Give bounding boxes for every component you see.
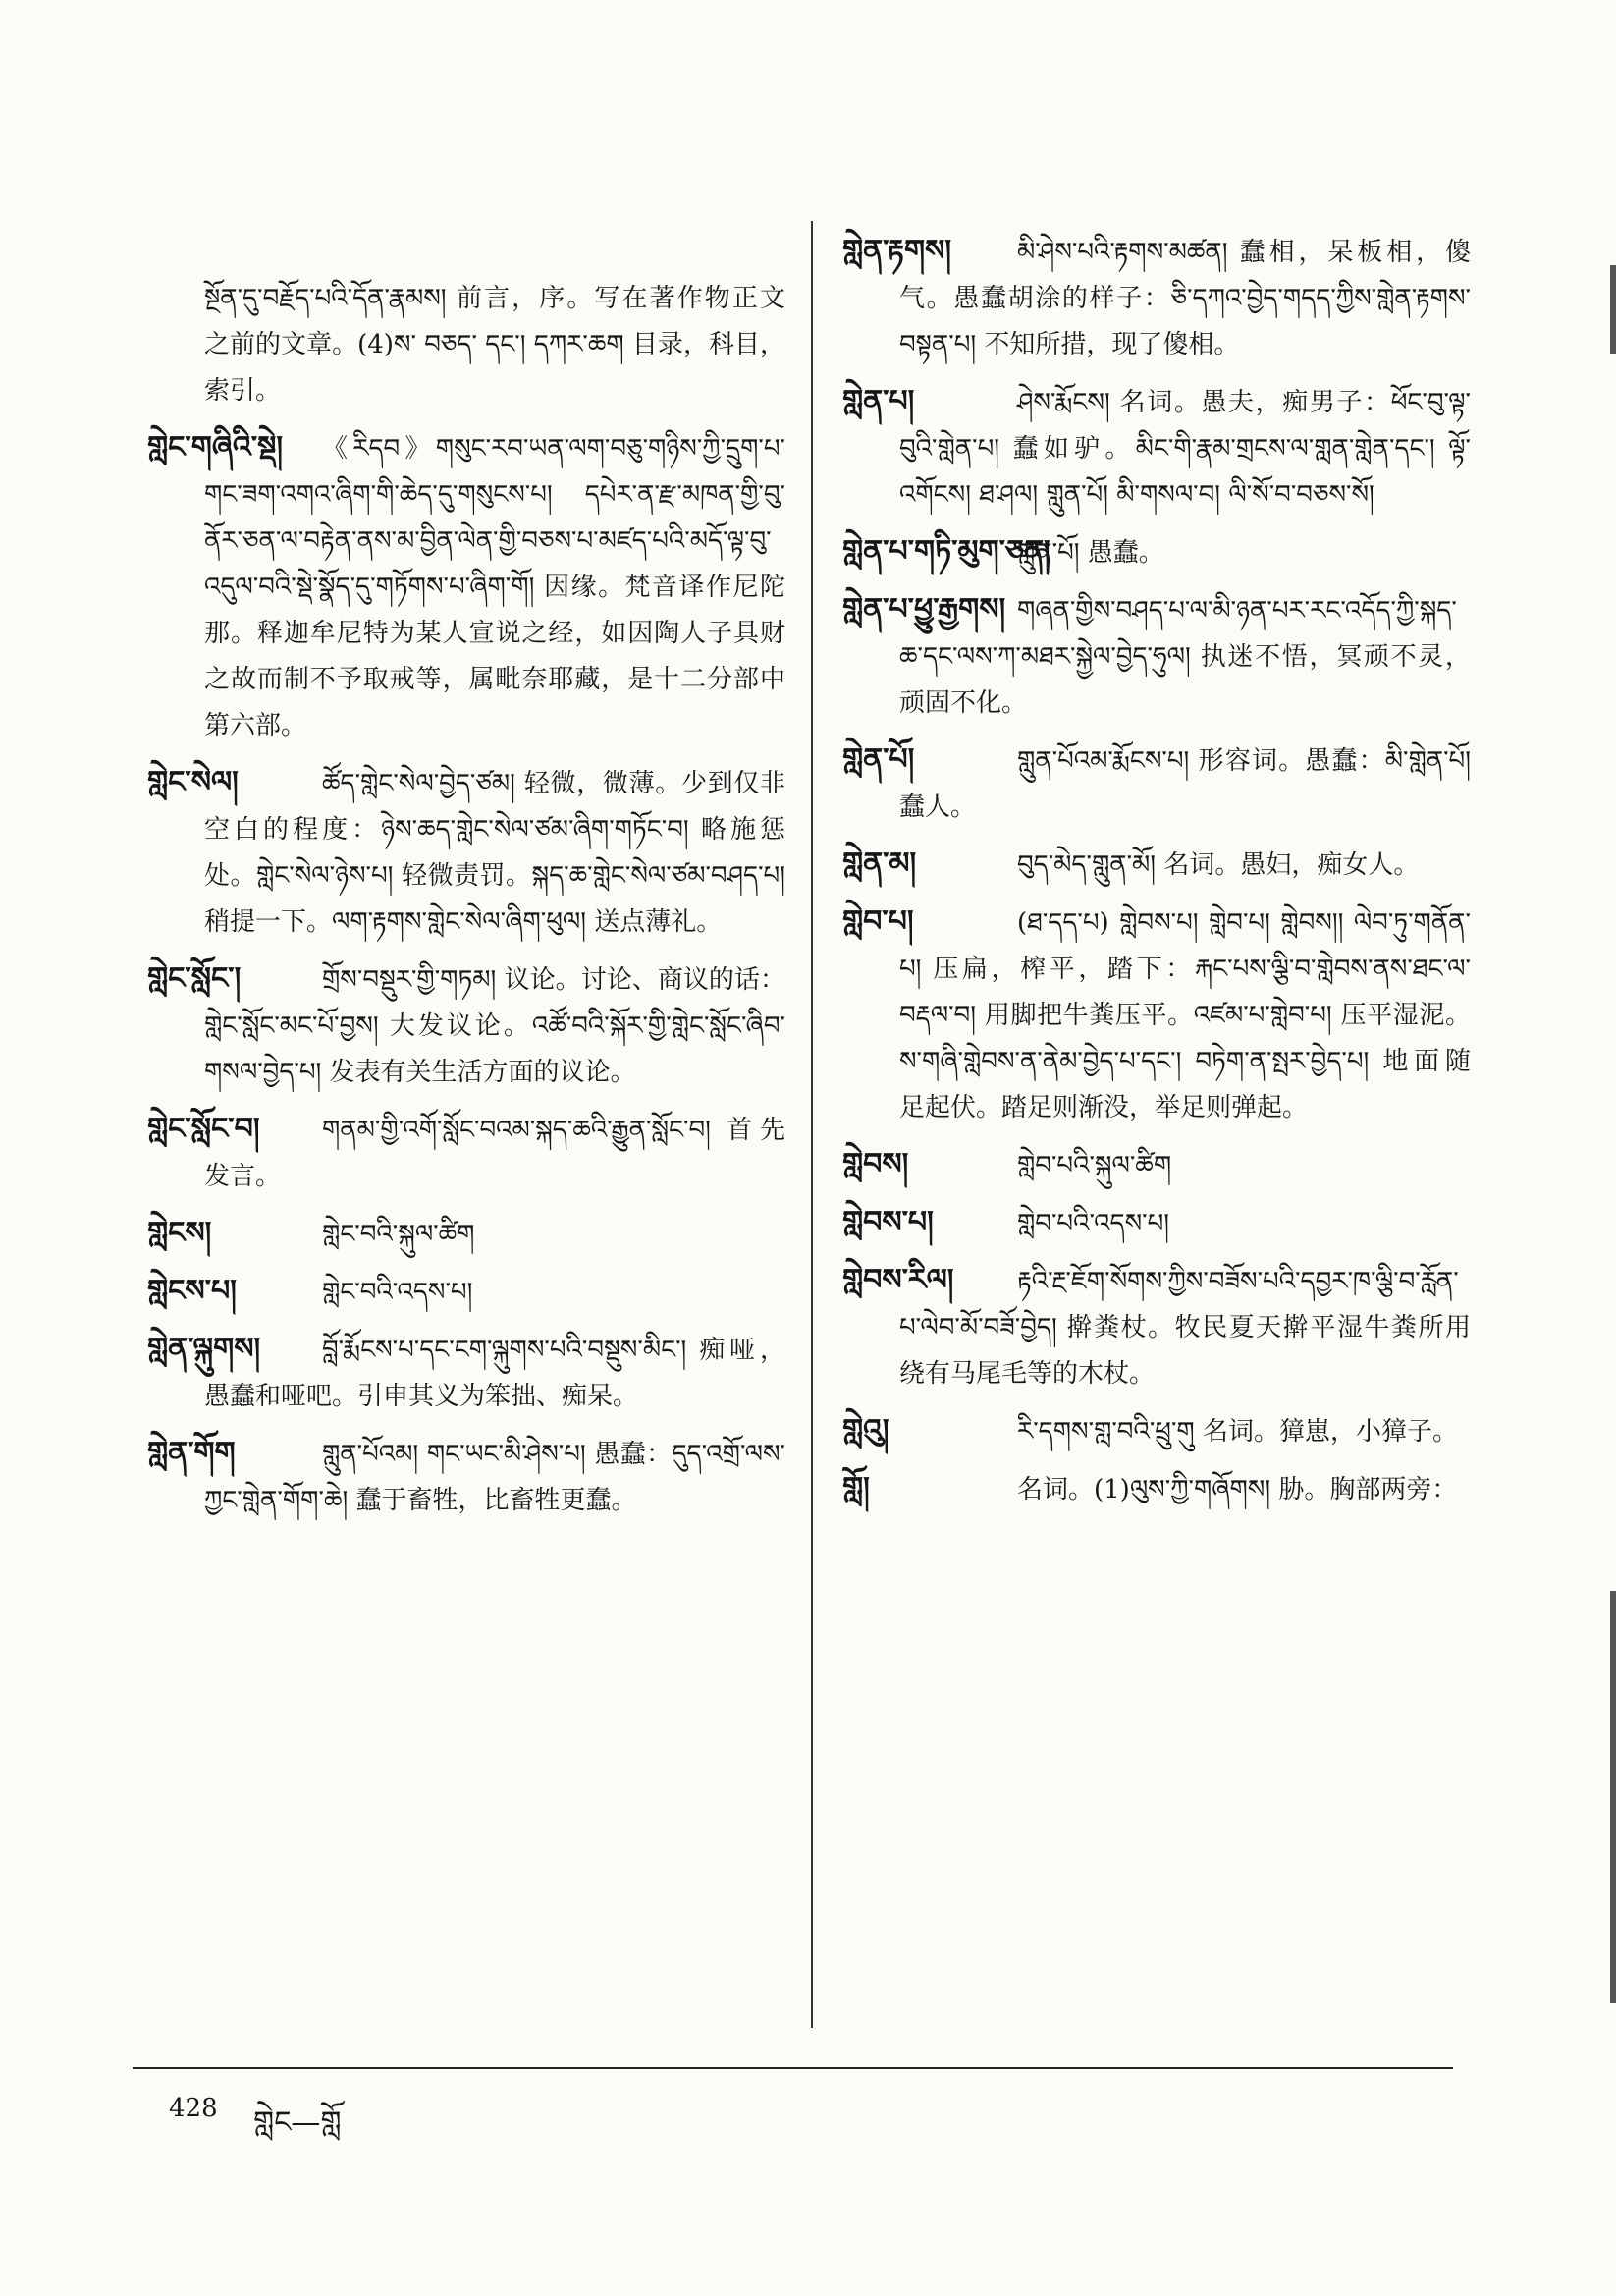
- entry-headword: གླེན་པ་ཕྱུ་རྒྱགས།: [842, 592, 1006, 627]
- entry-definition: གླུན་པོའམ་རྨོངས་པ། 形容词。愚蠢：མི་གླེན་པོ། 蠢人。: [899, 746, 1471, 822]
- entry-headword: གླེབ་པ།: [842, 904, 914, 939]
- entry-headword: གླེང་སེལ།: [147, 765, 239, 799]
- footer-rule: [133, 2067, 1453, 2069]
- dictionary-entry: [842, 378, 1471, 519]
- entry-headword: གླེན་པ།: [842, 384, 915, 418]
- dictionary-entry: [842, 737, 1471, 831]
- entry-headword: གླེན་ལྐུགས།: [147, 1332, 261, 1366]
- dictionary-entry: [147, 424, 785, 749]
- dictionary-entry: [842, 586, 1471, 727]
- entry-definition: གླེང་བའི་འདས་པ།: [322, 1278, 473, 1307]
- entry-headword: གླེན་གོག: [147, 1436, 236, 1470]
- dictionary-entry: [147, 1430, 785, 1524]
- entry-headword: གླེབས།: [842, 1147, 909, 1181]
- left-column: [147, 228, 785, 1534]
- entry-definition: རྟའི་རྔ་ཇོག་སོགས་ཀྱིས་བཟོས་པའི་དབྱར་ཁ་ལྕི་བ་རློན་པ་ལེབ་མོ་བཟོ་བྱེད། 擀粪杖。牧民夏天擀平湿牛粪所用绕有马尾毛等的木杖。: [899, 1267, 1471, 1389]
- entry-definition: 《རིདབ》གསུང་རབ་ཡན་ལག་བཅུ་གཉིས་ཀྱི་དྲུག་པ་གང་ཟག་འགའ་ཞིག་གི་ཆེད་དུ་གསུངས་པ། དཔེར་ན་རྫ་མཁན་གྱི་བུ་ནོར་ཅན་ལ་བརྟེན་ནས་མ་བྱིན་ལེན་གྱི་བཅས་པ་མཛད་པའི་མདོ་ལྟ་བུ་འདུལ་བའི་སྡེ་སྣོད་དུ་གཏོགས་པ་ཞིག་གོ། 因缘。梵音译作尼陀那。释迦牟尼特为某人宣说之经，如因陶人子具财之故而制不予取戒等，属毗奈耶藏，是十二分部中第六部。: [204, 434, 785, 740]
- entry-definition: གྲོས་བསྡུར་གྱི་གཏམ། 议论。讨论、商议的话：གླེང་སློང་མང་པོ་བྱས། 大发议论。འཚོ་བའི་སྐོར་གྱི་གླེང་སློང་ཞིབ་གསལ་བྱེད་པ། 发表有关生活方面的议论。: [204, 965, 785, 1087]
- entry-headword: གླེང་སློང་།: [147, 961, 242, 996]
- entry-headword: གླེངས།: [147, 1216, 212, 1250]
- entry-definition: གཞན་གྱིས་བཤད་པ་ལ་མི་ཉན་པར་རང་འདོད་ཀྱི་སྐད་ཆ་དང་ལས་ཀ་མཐར་སྐྱེལ་བྱེད་ཧུལ། 执迷不悟，冥顽不灵，顽固不化。: [899, 596, 1471, 718]
- entry-definition: གླུན་པོ། 愚蠢。: [1017, 538, 1164, 568]
- dictionary-entry: [147, 1326, 785, 1420]
- dictionary-entry: [842, 1407, 1471, 1455]
- dictionary-entry: [147, 1268, 785, 1316]
- dictionary-entry: [842, 1465, 1471, 1513]
- dictionary-entry: [147, 759, 785, 946]
- entry-definition: གླུན་པོའམ། གང་ཡང་མི་ཤེས་པ། 愚蠢：དུད་འགྲོ་ལས་ཀྱང་གླེན་གོག་ཆེ། 蠢于畜牲，比畜牲更蠢。: [204, 1440, 785, 1515]
- dictionary-entry: [842, 528, 1471, 576]
- entry-headword: གླེང་གཞིའི་སྡེ།: [147, 430, 284, 465]
- entry-headword: གླེང་སློང་བ།: [147, 1112, 260, 1146]
- entry-definition: ཚོད་གླེང་སེལ་བྱེད་ཙམ། 轻微，微薄。少到仅非空白的程度：ཉེས་ཆད་གླེང་སེལ་ཙམ་ཞིག་གཏོང་བ། 略施惩处。གླེང་སེལ་ཉེས་པ། 轻微责罚。སྐད་ཆ་གླེང་སེལ་ཙམ་བཤད་པ། 稍提一下。ལག་རྟགས་གླེང་སེལ་ཞིག་ཕུལ། 送点薄礼。: [204, 769, 785, 937]
- right-column: [842, 228, 1471, 1523]
- dictionary-entry: [842, 1199, 1471, 1247]
- dictionary-entry: [842, 228, 1471, 368]
- entry-headword: གློ།: [842, 1471, 870, 1505]
- entry-definition: བློ་རྨོངས་པ་དང་ངག་ལྐུགས་པའི་བསྡུས་མིང་། 痴哑，愚蠢和哑吧。引申其义为笨拙、痴呆。: [204, 1336, 785, 1411]
- entry-definition: མི་ཤེས་པའི་རྟགས་མཚན། 蠢相，呆板相，傻气。愚蠢胡涂的样子：ཅི་དཀའ་བྱེད་གདད་ཀྱིས་གླེན་རྟགས་བསྟན་པ། 不知所措，现了傻相。: [899, 238, 1471, 359]
- dictionary-entry: [147, 956, 785, 1096]
- entry-definition: རི་དགས་གླ་བའི་ཕྲུ་གུ 名词。獐崽，小獐子。: [1017, 1417, 1458, 1447]
- entry-definition: བུད་མེད་གླུན་མོ། 名词。愚妇，痴女人。: [1017, 850, 1420, 880]
- entry-definition: གླེབ་པའི་སྐུལ་ཚིག: [1017, 1151, 1172, 1180]
- scan-edge-mark: [1610, 1591, 1616, 2003]
- entry-headword: གླེན་རྟགས།: [842, 234, 951, 268]
- entry-headword: གླེན་པོ།: [842, 742, 915, 777]
- entry-definition: སྔོན་དུ་བརྗོད་པའི་དོན་རྣམས། 前言，序。写在著作物正文之前的文章。(4)ས་ བཅད་ དང་། དཀར་ཆག 目录，科目，索引。: [204, 284, 785, 406]
- dictionary-entry: [147, 1106, 785, 1200]
- entry-definition: 名词。(1)ལུས་ཀྱི་གཞོགས། 胁。胸部两旁：: [1017, 1475, 1458, 1504]
- entry-headword: གླེབས་རིལ།: [842, 1263, 954, 1297]
- entry-headword: གླེན་མ།: [842, 847, 917, 881]
- dictionary-entry: [842, 841, 1471, 889]
- dictionary-entry: [842, 899, 1471, 1131]
- entry-definition: གནམ་གྱི་འགོ་སློང་བའམ་སྐད་ཆའི་རྒྱུན་སློང་བ། 首先发言。: [204, 1116, 785, 1191]
- entry-headword: གླེན་པ་གཏི་མུག་ཅན།: [842, 534, 1050, 569]
- entry-definition: (ཐ་དད་པ) གླེབས་པ། གླེབ་པ། གླེབས།། ལེབ་ཏུ་གནོན་པ། 压扁，榨平，踏下：རྐང་པས་ལྕི་བ་གླེབས་ནས་ཐང་ལ་བརྡལ་བ། 用脚把牛粪压平。འཛམ་པ་གླེབ་པ། 压平湿泥。ས་གཞི་གླེབས་ན་ནེམ་བྱེད་པ་དང་། བཏེག་ན་སྤར་བྱེད་པ། 地面随足起伏。踏足则渐没，举足则弹起。: [899, 908, 1471, 1122]
- entry-headword: གླེབས་པ།: [842, 1205, 934, 1239]
- entry-definition: ཤེས་རྨོངས། 名词。愚夫，痴男子：ཕོང་བུ་ལྟ་བུའི་གླེན་པ། 蠢如驴。མིང་གི་རྣམ་གྲངས་ལ་གླན་གླེན་དང་། ལྟོ་འགོངས། ཐ་ཤལ། གླུན་པོ། མི་གསལ་བ། ལི་སོ་བ་བཅས་སོ།: [899, 388, 1471, 510]
- entry-definition: གླེང་བའི་སྐུལ་ཚིག: [322, 1220, 475, 1249]
- page-number: 428: [169, 2094, 218, 2123]
- scan-edge-mark: [1610, 265, 1616, 354]
- entry-headword: གླེའུ།: [842, 1413, 889, 1448]
- dictionary-entry: [147, 228, 785, 414]
- dictionary-entry: [147, 1210, 785, 1258]
- dictionary-entry: [842, 1141, 1471, 1189]
- dictionary-entry: [842, 1257, 1471, 1397]
- running-head: གླེང—གློ: [253, 2105, 342, 2140]
- column-divider: [811, 221, 813, 2028]
- entry-definition: གླེབ་པའི་འདས་པ།: [1017, 1209, 1170, 1238]
- entry-headword: གླེངས་པ།: [147, 1274, 237, 1308]
